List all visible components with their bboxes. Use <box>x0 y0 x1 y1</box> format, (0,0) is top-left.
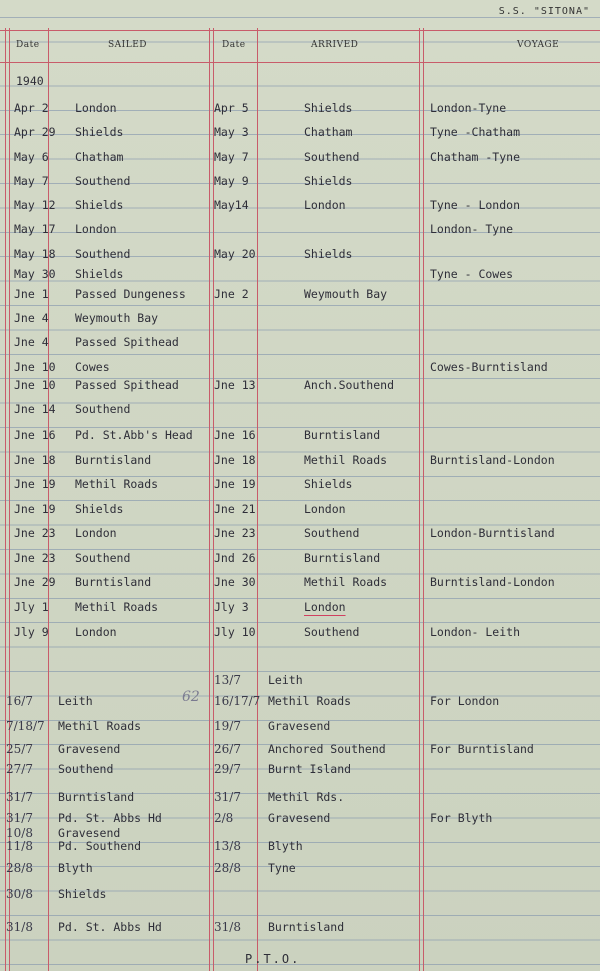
sailed-from: Burntisland <box>75 453 152 467</box>
table-row <box>0 378 600 398</box>
sailed-from: Methil Roads <box>75 600 159 614</box>
table-row <box>0 839 600 859</box>
arrival-date: Jne 13 <box>214 378 256 392</box>
sailed-from: Gravesend <box>58 742 121 756</box>
table-row <box>0 402 600 422</box>
sail-date: 7/18/7 <box>6 719 45 733</box>
arrived-at: Burnt Island <box>268 762 352 776</box>
sail-date: Jne 29 <box>14 575 56 589</box>
arrival-date: Apr 5 <box>214 101 249 115</box>
table-row <box>0 575 600 595</box>
arrived-at: Blyth <box>268 839 303 853</box>
arrived-at: Burntisland <box>304 551 381 565</box>
sail-date: 16/7 <box>6 694 33 708</box>
page-footer: P.T.O. <box>245 952 301 966</box>
header-bottom-rule <box>0 62 600 63</box>
sailed-from: London <box>75 222 117 236</box>
arrived-at: Shields <box>304 477 353 491</box>
sailed-from: Passed Dungeness <box>75 287 186 301</box>
arrival-date: Jne 21 <box>214 502 256 516</box>
arrival-date: 2/8 <box>214 811 234 825</box>
sail-date: Jne 4 <box>14 335 49 349</box>
table-row <box>0 694 600 714</box>
table-row <box>0 174 600 194</box>
sailed-from: Pd. Southend <box>58 839 142 853</box>
arrival-date: 13/8 <box>214 839 241 853</box>
arrival-date: 29/7 <box>214 762 241 776</box>
voyage: London-Burntisland <box>430 526 555 540</box>
table-row <box>0 453 600 473</box>
arrived-at: Shields <box>304 101 353 115</box>
table-row <box>0 267 600 287</box>
header-voyage: VOYAGE <box>517 40 560 50</box>
sailed-from: Southend <box>75 174 131 188</box>
voyage: For London <box>430 694 500 708</box>
arrived-at: London <box>304 198 346 212</box>
table-row <box>0 673 600 693</box>
table-row <box>0 502 600 522</box>
voyage: Chatham -Tyne <box>430 150 521 164</box>
table-row <box>0 625 600 645</box>
arrived-at: London <box>304 502 346 516</box>
sail-date: Jne 10 <box>14 360 56 374</box>
sailed-from: Weymouth Bay <box>75 311 159 325</box>
table-row <box>0 920 600 940</box>
sail-date: Jne 4 <box>14 311 49 325</box>
sailed-from: Southend <box>58 762 114 776</box>
arrival-date: 19/7 <box>214 719 241 733</box>
arrived-at: Southend <box>304 625 360 639</box>
table-row <box>0 335 600 355</box>
table-row <box>0 222 600 242</box>
sail-date: May 12 <box>14 198 56 212</box>
sailed-from: London <box>75 526 117 540</box>
voyage: London- Tyne <box>430 222 514 236</box>
table-row <box>0 551 600 571</box>
arrived-at: London <box>304 600 346 614</box>
table-row <box>0 150 600 170</box>
header-arr-date: Date <box>222 40 246 50</box>
sailed-from: Southend <box>75 402 131 416</box>
arrived-at: Anch.Southend <box>304 378 395 392</box>
arrival-date: 31/7 <box>214 790 241 804</box>
arrived-at: Methil Roads <box>304 453 388 467</box>
arrival-date: 31/8 <box>214 920 241 934</box>
arrived-at: Leith <box>268 673 303 687</box>
table-row <box>0 742 600 762</box>
table-row <box>0 790 600 810</box>
arrived-at: Shields <box>304 247 353 261</box>
arrived-at: Weymouth Bay <box>304 287 388 301</box>
arrival-date: Jne 18 <box>214 453 256 467</box>
arrived-at: Southend <box>304 526 360 540</box>
arrival-date: May 20 <box>214 247 256 261</box>
ship-name: S.S. "SITONA" <box>498 6 590 17</box>
sailed-from: Burntisland <box>58 790 135 804</box>
voyage: London-Tyne <box>430 101 507 115</box>
margin-mark: 62 <box>182 689 200 705</box>
sail-date: May 18 <box>14 247 56 261</box>
header-sail-date: Date <box>16 40 40 50</box>
sail-date: May 30 <box>14 267 56 281</box>
table-row <box>0 247 600 267</box>
sail-date: Jne 23 <box>14 526 56 540</box>
arrival-date: May14 <box>214 198 249 212</box>
voyage: For Burntisland <box>430 742 534 756</box>
arrival-date: 16/17/7 <box>214 694 261 708</box>
sail-date: May 17 <box>14 222 56 236</box>
sail-date: 25/7 <box>6 742 33 756</box>
year-label: 1940 <box>16 74 44 88</box>
sail-date: May 6 <box>14 150 49 164</box>
arrived-at: Methil Roads <box>304 575 388 589</box>
arrived-at: Tyne <box>268 861 296 875</box>
sailed-from: Shields <box>58 887 107 901</box>
arrival-date: Jne 16 <box>214 428 256 442</box>
sail-date: 30/8 <box>6 887 33 901</box>
table-row <box>0 719 600 739</box>
arrived-at: Southend <box>304 150 360 164</box>
sailed-from: Shields <box>75 267 124 281</box>
sailed-from: London <box>75 101 117 115</box>
arrived-at: Burntisland <box>268 920 345 934</box>
table-row <box>0 198 600 218</box>
voyage: Cowes-Burntisland <box>430 360 548 374</box>
table-row <box>0 360 600 380</box>
sail-date: Apr 2 <box>14 101 49 115</box>
arrival-date: 26/7 <box>214 742 241 756</box>
sailed-from: Gravesend <box>58 826 121 840</box>
table-row <box>0 311 600 331</box>
arrival-date: 28/8 <box>214 861 241 875</box>
table-row <box>0 428 600 448</box>
sail-date: Jly 9 <box>14 625 49 639</box>
sailed-from: Pd. St.Abb's Head <box>75 428 193 442</box>
arrival-date: Jne 23 <box>214 526 256 540</box>
sailed-from: Passed Spithead <box>75 335 179 349</box>
sail-date: 31/8 <box>6 920 33 934</box>
sailed-from: Burntisland <box>75 575 152 589</box>
sailed-from: London <box>75 625 117 639</box>
voyage: Burntisland-London <box>430 453 555 467</box>
table-row <box>0 101 600 121</box>
sail-date: Jly 1 <box>14 600 49 614</box>
arrived-at: Gravesend <box>268 811 331 825</box>
arrived-at: Shields <box>304 174 353 188</box>
sail-date: Jne 16 <box>14 428 56 442</box>
sailed-from: Methil Roads <box>75 477 159 491</box>
sail-date: May 7 <box>14 174 49 188</box>
voyage: Burntisland-London <box>430 575 555 589</box>
arrived-at: Methil Rds. <box>268 790 345 804</box>
sailed-from: Shields <box>75 125 124 139</box>
sailed-from: Southend <box>75 247 131 261</box>
header-arrived: ARRIVED <box>311 40 359 50</box>
arrival-date: Jnd 26 <box>214 551 256 565</box>
sailed-from: Leith <box>58 694 93 708</box>
arrived-at: Gravesend <box>268 719 331 733</box>
sail-date: 27/7 <box>6 762 33 776</box>
sail-date: Jne 19 <box>14 502 56 516</box>
sail-date: Jne 14 <box>14 402 56 416</box>
voyage: London- Leith <box>430 625 521 639</box>
table-row <box>0 887 600 907</box>
voyage: Tyne - London <box>430 198 521 212</box>
table-row <box>0 600 600 620</box>
arrived-at: Chatham <box>304 125 353 139</box>
voyage: Tyne - Cowes <box>430 267 514 281</box>
sail-date: Jne 10 <box>14 378 56 392</box>
arrived-at: Methil Roads <box>268 694 352 708</box>
voyage: Tyne -Chatham <box>430 125 521 139</box>
arrival-date: Jne 19 <box>214 477 256 491</box>
arrived-at: Burntisland <box>304 428 381 442</box>
sailed-from: Cowes <box>75 360 110 374</box>
arrival-date: Jly 10 <box>214 625 256 639</box>
sail-date: 11/8 <box>6 839 33 853</box>
sail-date: 31/7 <box>6 811 33 825</box>
sail-date: 31/7 <box>6 790 33 804</box>
sail-date: Jne 1 <box>14 287 49 301</box>
arrival-date: Jly 3 <box>214 600 249 614</box>
sailed-from: Southend <box>75 551 131 565</box>
table-row <box>0 477 600 497</box>
sail-date: 10/8 <box>6 826 33 840</box>
sailed-from: Shields <box>75 198 124 212</box>
sail-date: 28/8 <box>6 861 33 875</box>
table-row <box>0 526 600 546</box>
sailed-from: Shields <box>75 502 124 516</box>
header-sailed: SAILED <box>108 40 147 50</box>
arrived-at: Anchored Southend <box>268 742 386 756</box>
arrival-date: May 3 <box>214 125 249 139</box>
sailed-from: Pd. St. Abbs Hd <box>58 811 162 825</box>
table-row <box>0 287 600 307</box>
voyage: For Blyth <box>430 811 493 825</box>
arrival-date: May 7 <box>214 150 249 164</box>
sailed-from: Chatham <box>75 150 124 164</box>
sailed-from: Blyth <box>58 861 93 875</box>
sail-date: Apr 29 <box>14 125 56 139</box>
arrival-date: May 9 <box>214 174 249 188</box>
table-row <box>0 125 600 145</box>
sailed-from: Passed Spithead <box>75 378 179 392</box>
sailed-from: Pd. St. Abbs Hd <box>58 920 162 934</box>
table-row <box>0 861 600 881</box>
sail-date: Jne 19 <box>14 477 56 491</box>
table-row <box>0 762 600 782</box>
sailed-from: Methil Roads <box>58 719 142 733</box>
sail-date: Jne 18 <box>14 453 56 467</box>
arrival-date: Jne 2 <box>214 287 249 301</box>
arrival-date: Jne 30 <box>214 575 256 589</box>
arrival-date: 13/7 <box>214 673 241 687</box>
header-top-rule <box>0 30 600 31</box>
sail-date: Jne 23 <box>14 551 56 565</box>
